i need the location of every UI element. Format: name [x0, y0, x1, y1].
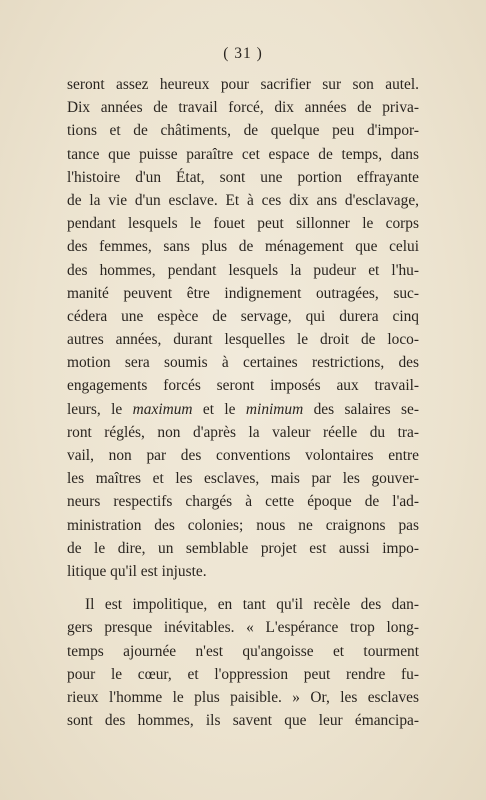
- paragraph-2: [67, 593, 419, 732]
- text-line: l'histoire d'un État, sont une portion effrayante: [67, 168, 419, 186]
- text-line: vail, non par des conventions volontaires entre: [67, 447, 419, 464]
- text-line: de le dire, un semblable projet est aussi impo-: [67, 539, 419, 557]
- paragraph-1: [67, 73, 419, 583]
- page-number: ( 31 ): [223, 45, 263, 62]
- italic-term-minimum: minimum: [245, 400, 304, 418]
- text-line: Dix années de travail forcé, dix années de priva-: [67, 99, 419, 117]
- text-line: temps ajournée n'est qu'angoisse et tourment: [67, 642, 419, 660]
- text-run: des salaires se-: [303, 400, 420, 418]
- paragraph-gap: [67, 583, 419, 593]
- text-line: engagements forcés seront imposés aux travail-: [67, 377, 419, 395]
- text-line: pour le cœur, et l'oppression peut rendre fu-: [67, 665, 419, 683]
- text-line: des hommes, pendant lesquels la pudeur et l'hu-: [67, 261, 419, 279]
- text-line: seront assez heureux pour sacrifier sur son autel.: [67, 76, 419, 93]
- italic-term-maximum: maximum: [132, 400, 193, 418]
- text-line: gers presque inévitables. « L'espérance trop long-: [67, 619, 419, 637]
- text-line: cédera une espèce de servage, qui durera cinq: [67, 307, 419, 325]
- text-line: de la vie d'un esclave. Et à ces dix ans d'esclavage,: [67, 191, 419, 209]
- text-line: autres années, durant lesquelles le droit de loco-: [67, 331, 419, 349]
- text-line: sont des hommes, ils savent que leur émancipa-: [67, 712, 419, 730]
- text-run: et le: [192, 400, 246, 418]
- text-line: des femmes, sans plus de ménagement que celui: [67, 238, 419, 256]
- text-line: les maîtres et les esclaves, mais par les gouver-: [67, 470, 419, 488]
- text-line: Il est impolitique, en tant qu'il recèle des dan-: [85, 596, 419, 614]
- text-line: pendant lesquels le fouet peut sillonner le corps: [67, 215, 419, 233]
- text-line: ministration des colonies; nous ne craignons pas: [67, 516, 419, 534]
- text-line: neurs respectifs chargés à cette époque de l'ad-: [67, 493, 419, 511]
- text-line: rieux l'homme le plus paisible. » Or, les esclaves: [67, 688, 419, 706]
- text-line: litique qu'il est injuste.: [67, 562, 207, 580]
- text-line: motion sera soumis à certaines restrictions, des: [67, 354, 419, 372]
- text-line: tance que puisse paraître cet espace de temps, dans: [67, 145, 419, 163]
- text-line: ront réglés, non d'après la valeur réelle du tra-: [67, 423, 419, 441]
- text-run: leurs, le: [67, 400, 133, 418]
- text-line: tions et de châtiments, de quelque peu d'impor-: [67, 122, 419, 140]
- body-text: [67, 73, 419, 732]
- text-line-with-italics: [67, 398, 419, 421]
- text-line: manité peuvent être indignement outragées, suc-: [67, 284, 419, 302]
